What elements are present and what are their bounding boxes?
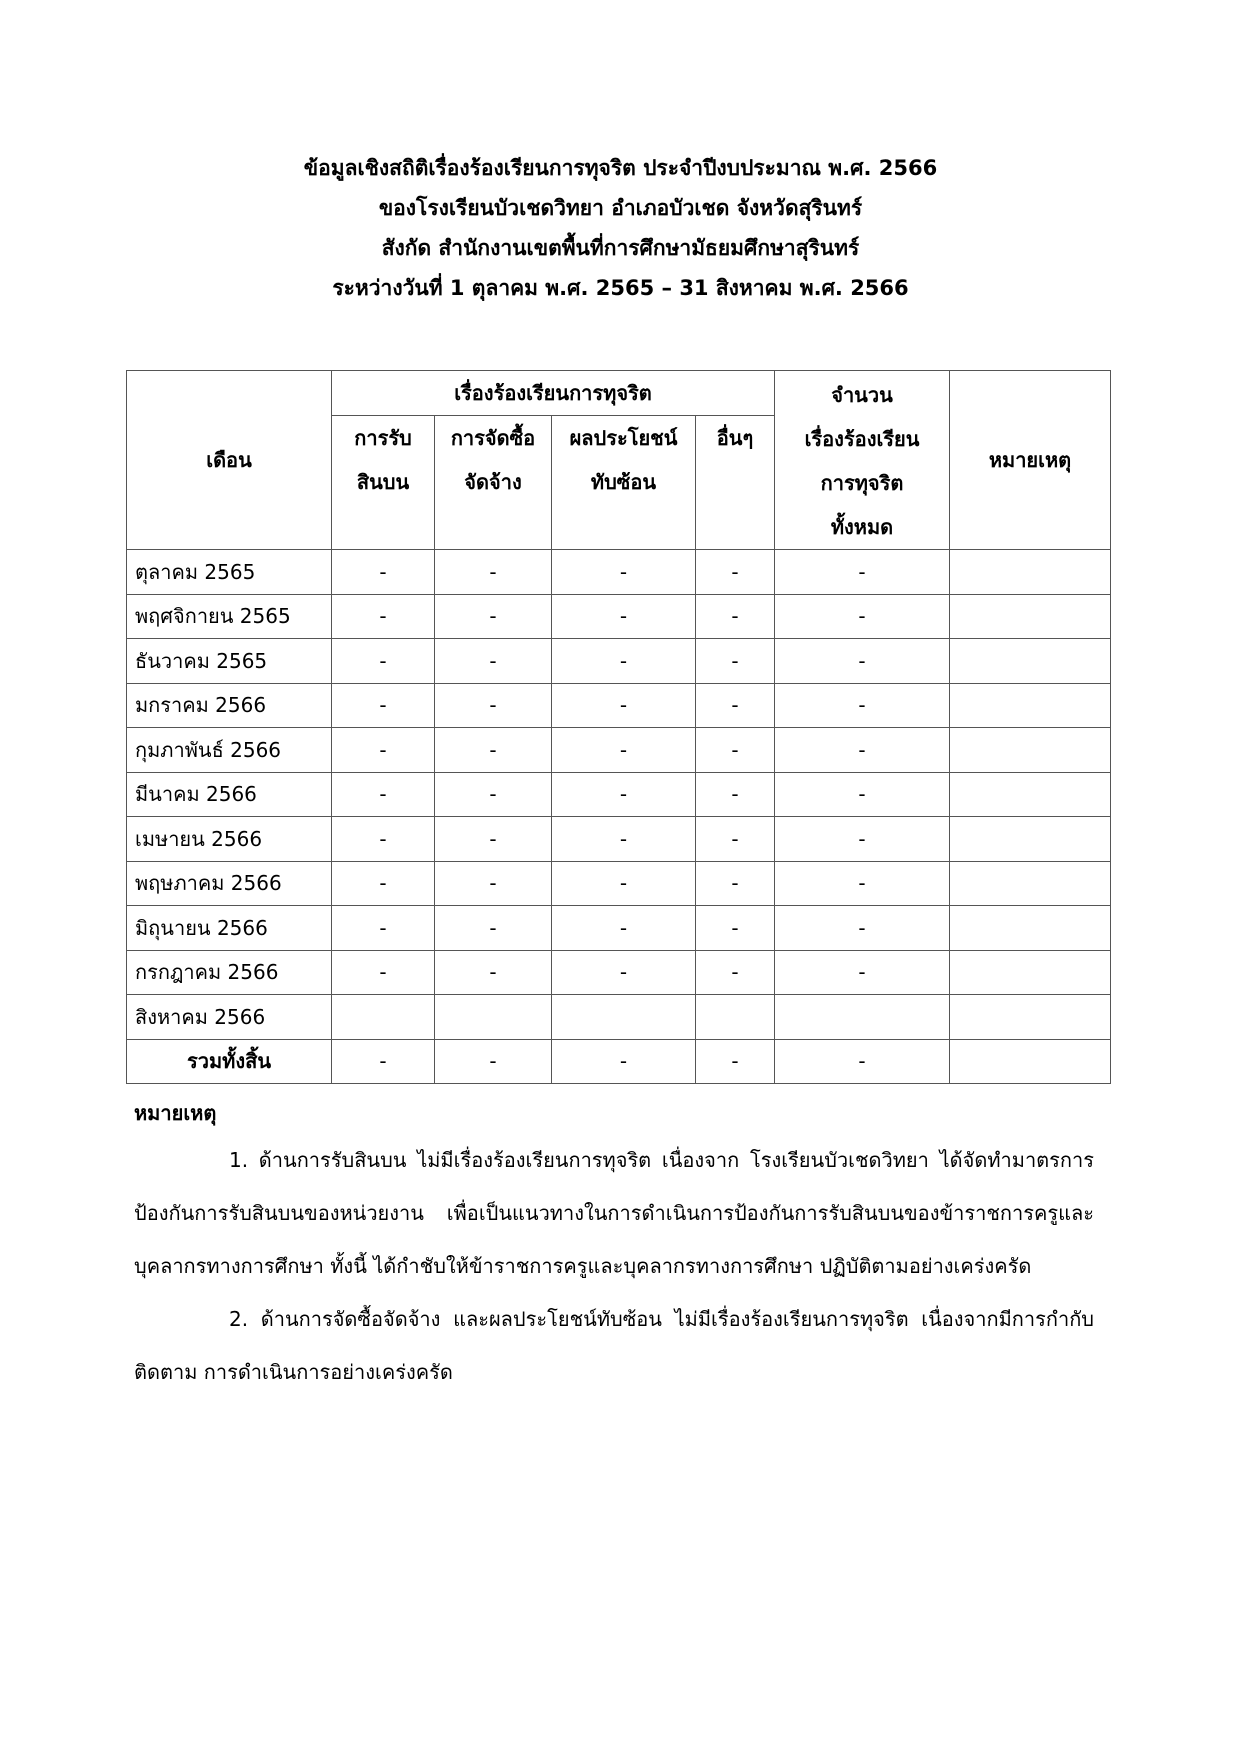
cell-others: - (696, 817, 775, 862)
cell-others: - (696, 728, 775, 773)
table-row (127, 683, 1111, 728)
header-month: เดือน (127, 371, 332, 550)
cell-month: ธันวาคม 2565 (127, 639, 332, 684)
cell-remarks (950, 906, 1111, 951)
title-line-1: ข้อมูลเชิงสถิติเรื่องร้องเรียนการทุจริต ประจำปีงบประมาณ พ.ศ. 2566 (303, 156, 938, 180)
table-row (127, 728, 1111, 773)
header-bribery: การรับ สินบน (332, 416, 435, 550)
header-others: อื่นๆ (696, 416, 775, 550)
table-row (127, 950, 1111, 995)
cell-month: พฤษภาคม 2566 (127, 861, 332, 906)
cell-conflict: - (552, 594, 696, 639)
cell-procurement (435, 995, 552, 1040)
note-paragraph-2: 2. ด้านการจัดซื้อจัดจ้าง และผลประโยชน์ทับซ้อน ไม่มีเรื่องร้องเรียนการทุจริต เนื่องจากมีการกำกับติดตาม การดำเนินการอย่างเคร่งครัด (134, 1307, 1094, 1384)
cell-bribery: - (332, 639, 435, 684)
cell-others: - (696, 683, 775, 728)
table-row (127, 639, 1111, 684)
cell-month: กรกฎาคม 2566 (127, 950, 332, 995)
table-row (127, 772, 1111, 817)
cell-month: กุมภาพันธ์ 2566 (127, 728, 332, 773)
cell-bribery: - (332, 1039, 435, 1084)
cell-total: - (775, 550, 950, 595)
cell-total (775, 995, 950, 1040)
cell-bribery: - (332, 950, 435, 995)
cell-conflict: - (552, 639, 696, 684)
cell-others (696, 995, 775, 1040)
cell-conflict: - (552, 550, 696, 595)
cell-total: - (775, 639, 950, 684)
cell-total: - (775, 1039, 950, 1084)
cell-total: - (775, 683, 950, 728)
cell-conflict: - (552, 950, 696, 995)
cell-remarks (950, 728, 1111, 773)
cell-total: - (775, 728, 950, 773)
header-conflict-of-interest: ผลประโยชน์ ทับซ้อน (552, 416, 696, 550)
cell-remarks (950, 639, 1111, 684)
cell-month: สิงหาคม 2566 (127, 995, 332, 1040)
cell-remarks (950, 995, 1111, 1040)
cell-procurement: - (435, 906, 552, 951)
cell-total: - (775, 817, 950, 862)
cell-bribery: - (332, 906, 435, 951)
cell-others: - (696, 950, 775, 995)
header-total-count: จำนวน เรื่องร้องเรียน การทุจริต ทั้งหมด (775, 371, 950, 550)
cell-procurement: - (435, 683, 552, 728)
table-row (127, 594, 1111, 639)
cell-remarks (950, 950, 1111, 995)
cell-remarks (950, 861, 1111, 906)
cell-month: มิถุนายน 2566 (127, 906, 332, 951)
table-row (127, 817, 1111, 862)
note-paragraph-1: 1. ด้านการรับสินบน ไม่มีเรื่องร้องเรียนการทุจริต เนื่องจาก โรงเรียนบัวเชดวิทยา ได้จัดทำมาตรการป้องกันการรับสินบนของหน่วยงาน เพื่อเป็นแนวทางในการดำเนินการป้องกันการรับสินบนของข้าราชการครูและบุคลากรทางการศึกษา ทั้งนี้ ได้กำชับให้ข้าราชการครูและบุคลากรทางการศึกษา ปฏิบัติตามอย่างเคร่งครัด (134, 1148, 1094, 1278)
notes-heading: หมายเหตุ (134, 1101, 217, 1125)
header-complaints-group: เรื่องร้องเรียนการทุจริต (332, 371, 775, 416)
cell-total: - (775, 594, 950, 639)
title-line-2: ของโรงเรียนบัวเชดวิทยา อำเภอบัวเชด จังหวัดสุรินทร์ (378, 196, 863, 220)
cell-conflict: - (552, 683, 696, 728)
cell-total: - (775, 772, 950, 817)
cell-remarks (950, 817, 1111, 862)
cell-total: - (775, 950, 950, 995)
cell-bribery: - (332, 683, 435, 728)
cell-remarks (950, 772, 1111, 817)
cell-others: - (696, 639, 775, 684)
cell-others: - (696, 772, 775, 817)
title-line-4: ระหว่างวันที่ 1 ตุลาคม พ.ศ. 2565 – 31 สิงหาคม พ.ศ. 2566 (332, 276, 909, 300)
cell-conflict (552, 995, 696, 1040)
cell-procurement: - (435, 639, 552, 684)
cell-conflict: - (552, 728, 696, 773)
cell-bribery (332, 995, 435, 1040)
cell-procurement: - (435, 550, 552, 595)
total-row (127, 1039, 1111, 1084)
cell-procurement: - (435, 950, 552, 995)
cell-month: พฤศจิกายน 2565 (127, 594, 332, 639)
table-row (127, 861, 1111, 906)
complaints-statistics-table (126, 370, 1111, 1084)
cell-remarks (950, 1039, 1111, 1084)
cell-remarks (950, 550, 1111, 595)
cell-others: - (696, 594, 775, 639)
cell-procurement: - (435, 772, 552, 817)
header-remarks: หมายเหตุ (950, 371, 1111, 550)
table-row (127, 995, 1111, 1040)
cell-bribery: - (332, 817, 435, 862)
cell-bribery: - (332, 594, 435, 639)
cell-others: - (696, 906, 775, 951)
cell-others: - (696, 550, 775, 595)
cell-month: มกราคม 2566 (127, 683, 332, 728)
cell-conflict: - (552, 817, 696, 862)
cell-remarks (950, 594, 1111, 639)
cell-procurement: - (435, 728, 552, 773)
title-line-3: สังกัด สำนักงานเขตพื้นที่การศึกษามัธยมศึกษาสุรินทร์ (381, 236, 860, 260)
cell-month: ตุลาคม 2565 (127, 550, 332, 595)
cell-conflict: - (552, 772, 696, 817)
cell-procurement: - (435, 861, 552, 906)
notes-section (134, 1092, 1094, 1399)
cell-procurement: - (435, 594, 552, 639)
cell-conflict: - (552, 861, 696, 906)
cell-bribery: - (332, 772, 435, 817)
cell-bribery: - (332, 861, 435, 906)
table-row (127, 550, 1111, 595)
cell-total-label: รวมทั้งสิ้น (127, 1039, 332, 1084)
cell-remarks (950, 683, 1111, 728)
cell-others: - (696, 1039, 775, 1084)
cell-bribery: - (332, 550, 435, 595)
cell-bribery: - (332, 728, 435, 773)
table-row (127, 906, 1111, 951)
cell-total: - (775, 861, 950, 906)
cell-month: มีนาคม 2566 (127, 772, 332, 817)
cell-month: เมษายน 2566 (127, 817, 332, 862)
document-title (0, 148, 1241, 308)
cell-total: - (775, 906, 950, 951)
cell-conflict: - (552, 1039, 696, 1084)
cell-procurement: - (435, 1039, 552, 1084)
cell-procurement: - (435, 817, 552, 862)
header-procurement: การจัดซื้อ จัดจ้าง (435, 416, 552, 550)
cell-others: - (696, 861, 775, 906)
cell-conflict: - (552, 906, 696, 951)
